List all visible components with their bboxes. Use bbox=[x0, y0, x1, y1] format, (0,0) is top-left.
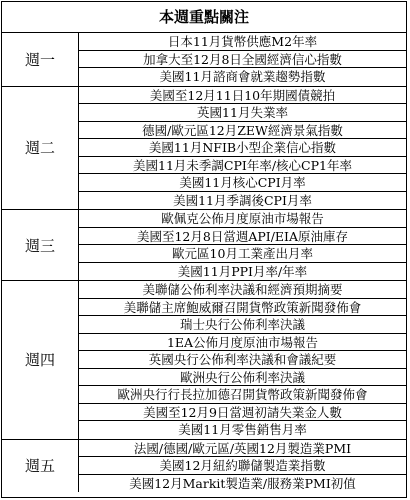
event-item: 加拿大至12月8日全國經濟信心指數 bbox=[79, 51, 406, 69]
day-label: 週一 bbox=[2, 33, 79, 86]
event-item: 瑞士央行公佈利率決議 bbox=[79, 316, 406, 334]
event-list bbox=[79, 33, 406, 86]
event-item: 英國11月失業率 bbox=[79, 104, 406, 122]
day-row bbox=[2, 87, 406, 211]
event-item: 歐佩克公佈月度原油市場報告 bbox=[79, 210, 406, 228]
day-label: 週四 bbox=[2, 281, 79, 439]
event-item: 美國11月零售銷售月率 bbox=[178, 422, 307, 437]
event-list bbox=[79, 87, 406, 210]
day-row bbox=[2, 281, 406, 440]
day-row bbox=[2, 33, 406, 87]
event-item: 美國至12月11日10年期國債競拍 bbox=[79, 87, 406, 105]
event-item: 美國12月Markit製造業/服務業PMI初值 bbox=[129, 475, 356, 491]
event-item: 美國11月諮商會就業趨勢指數 bbox=[159, 69, 326, 84]
event-list bbox=[79, 210, 406, 280]
event-item: 日本11月貨幣供應M2年率 bbox=[79, 33, 406, 51]
day-label: 週五 bbox=[2, 440, 79, 493]
event-item: 美國至12月9日當週初請失業金人數 bbox=[79, 404, 406, 422]
event-item: 美國至12月8日當週API/EIA原油庫存 bbox=[79, 228, 406, 246]
event-item: 1EA公佈月度原油市場報告 bbox=[79, 334, 406, 352]
event-item: 英國央行公佈利率決議和會議紀要 bbox=[79, 351, 406, 369]
event-list bbox=[79, 440, 406, 493]
event-item: 美國11月PPI月率/年率 bbox=[177, 263, 308, 279]
event-list bbox=[79, 281, 406, 439]
event-item: 美國11月核心CPI月率 bbox=[79, 174, 406, 192]
event-item: 歐元區10月工業產出月率 bbox=[79, 245, 406, 263]
event-item: 美國11月NFIB小型企業信心指數 bbox=[79, 139, 406, 157]
event-item: 歐洲央行公佈利率決議 bbox=[79, 369, 406, 387]
schedule-table bbox=[1, 1, 407, 498]
event-item: 美國11月未季調CPI年率/核心CP1年率 bbox=[79, 157, 406, 175]
event-item: 德國/歐元區12月ZEW經濟景氣指數 bbox=[79, 122, 406, 140]
event-item: 美聯儲公佈利率決議和經濟預期摘要 bbox=[79, 281, 406, 299]
day-row bbox=[2, 440, 406, 493]
day-label: 週三 bbox=[2, 210, 79, 280]
event-item: 美聯儲主席鮑威爾召開貨幣政策新聞發佈會 bbox=[79, 299, 406, 317]
event-item: 美國12月紐約聯儲製造業指數 bbox=[79, 457, 406, 475]
day-label: 週二 bbox=[2, 87, 79, 210]
event-item: 法國/德國/歐元區/英國12月製造業PMI bbox=[79, 440, 406, 458]
schedule-grid bbox=[2, 33, 406, 492]
table-title: 本週重點關注 bbox=[2, 2, 406, 33]
day-row bbox=[2, 210, 406, 281]
event-item: 美國11月季調後CPI月率 bbox=[173, 192, 312, 208]
event-item: 歐洲央行行長拉加德召開貨幣政策新聞發佈會 bbox=[79, 386, 406, 404]
